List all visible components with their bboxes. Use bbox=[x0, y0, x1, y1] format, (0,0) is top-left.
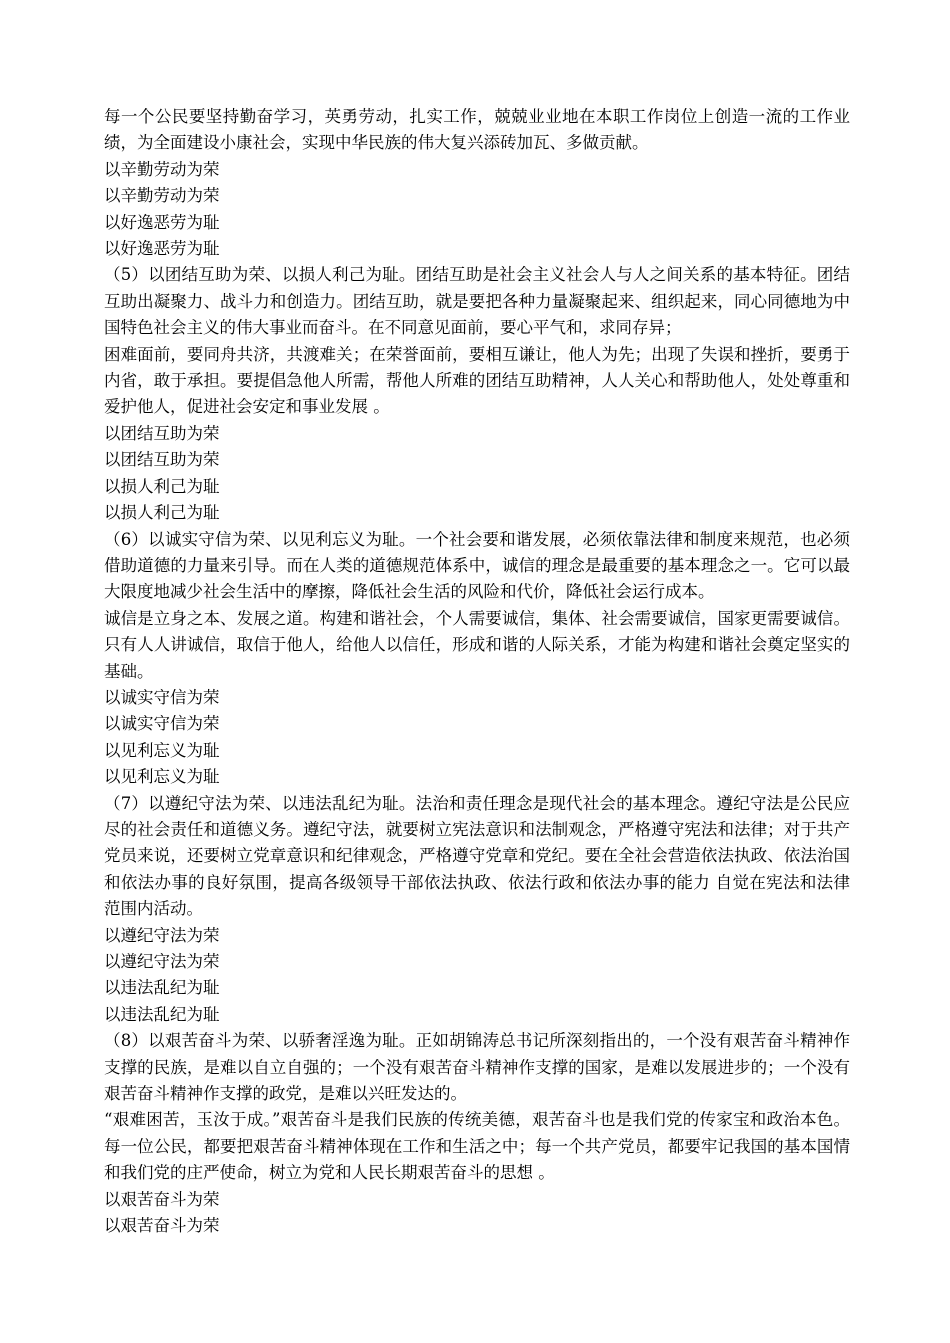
slogan-line: 以违法乱纪为耻 bbox=[104, 1004, 220, 1024]
slogan-line: 以艰苦奋斗为荣 bbox=[104, 1216, 220, 1236]
paragraph-section-5: （5）以团结互助为荣、以损人利己为耻。团结互助是社会主义社会人与人之间关系的基本特征。团结互助出凝聚力、战斗力和创造力。团结互助，就是要把各种力量凝聚起来、组织起来，同心同德地为中国特色社会主义的伟大事业而奋斗。在不同意见面前，要心平气和，求同存异； bbox=[104, 265, 850, 338]
slogan-line: 以辛勤劳动为荣 bbox=[104, 159, 220, 179]
paragraph-section-8: （8）以艰苦奋斗为荣、以骄奢淫逸为耻。正如胡锦涛总书记所深刻指出的，一个没有艰苦奋斗精神作支撑的民族，是难以自立自强的；一个没有艰苦奋斗精神作支撑的国家，是难以发展进步的；一个没有艰苦奋斗精神作支撑的政党，是难以兴旺发达的。 bbox=[104, 1031, 850, 1104]
paragraph-section-6: （6）以诚实守信为荣、以见利忘义为耻。一个社会要和谐发展，必须依靠法律和制度来规范，也必须借助道德的力量来引导。而在人类的道德规范体系中，诚信的理念是最重要的基本理念之一。它可以最大限度地减少社会生活中的摩擦，降低社会生活的风险和代价，降低社会运行成本。 bbox=[104, 529, 850, 602]
slogan-line: 以团结互助为荣 bbox=[104, 423, 220, 443]
paragraph-diligent-work: 每一个公民要坚持勤奋学习，英勇劳动，扎实工作，兢兢业业地在本职工作岗位上创造一流的工作业绩，为全面建设小康社会，实现中华民族的伟大复兴添砖加瓦、多做贡献。 bbox=[104, 107, 850, 153]
slogan-line: 以违法乱纪为耻 bbox=[104, 978, 220, 998]
slogan-line: 以诚实守信为荣 bbox=[104, 687, 220, 707]
slogan-line: 以见利忘义为耻 bbox=[104, 740, 220, 760]
paragraph-section-8-cont: “艰难困苦，玉汝于成。”艰苦奋斗是我们民族的传统美德，艰苦奋斗也是我们党的传家宝和政治本色。每一位公民，都要把艰苦奋斗精神体现在工作和生活之中；每一个共产党员，都要牢记我国的基本国情和我们党的庄严使命，树立为党和人民长期艰苦奋斗的思想 。 bbox=[104, 1110, 850, 1183]
slogan-line: 以诚实守信为荣 bbox=[104, 714, 220, 734]
paragraph-section-5-cont: 困难面前，要同舟共济，共渡难关；在荣誉面前，要相互谦让，他人为先；出现了失误和挫折，要勇于内省，敢于承担。要提倡急他人所需，帮他人所难的团结互助精神，人人关心和帮助他人，处处尊重和爱护他人，促进社会安定和事业发展 。 bbox=[104, 344, 850, 417]
slogan-line: 以好逸恶劳为耻 bbox=[104, 212, 220, 232]
slogan-line: 以遵纪守法为荣 bbox=[104, 925, 220, 945]
slogan-line: 以损人利己为耻 bbox=[104, 476, 220, 496]
slogan-line: 以见利忘义为耻 bbox=[104, 767, 220, 787]
slogan-line: 以好逸恶劳为耻 bbox=[104, 239, 220, 259]
document-body bbox=[104, 104, 850, 1239]
slogan-line: 以遵纪守法为荣 bbox=[104, 952, 220, 971]
slogan-line: 以损人利己为耻 bbox=[104, 503, 220, 523]
slogan-line: 以团结互助为荣 bbox=[104, 450, 220, 470]
paragraph-section-6-cont: 诚信是立身之本、发展之道。构建和谐社会，个人需要诚信，集体、社会需要诚信，国家更需要诚信。只有人人讲诚信，取信于他人，给他人以信任，形成和谐的人际关系，才能为构建和谐社会奠定坚实的基础。 bbox=[104, 608, 850, 681]
paragraph-section-7: （7）以遵纪守法为荣、以违法乱纪为耻。法治和责任理念是现代社会的基本理念。遵纪守法是公民应尽的社会责任和道德义务。遵纪守法，就要树立宪法意识和法制观念，严格遵守宪法和法律；对于共产党员来说，还要树立党章意识和纪律观念，严格遵守党章和党纪。要在全社会营造依法执政、依法治国和依法办事的良好氛围，提高各级领导干部依法执政、依法行政和依法办事的能力 自觉在宪法和法律范围内活动。 bbox=[104, 793, 850, 919]
slogan-line: 以艰苦奋斗为荣 bbox=[104, 1189, 220, 1209]
slogan-line: 以辛勤劳动为荣 bbox=[104, 186, 220, 206]
